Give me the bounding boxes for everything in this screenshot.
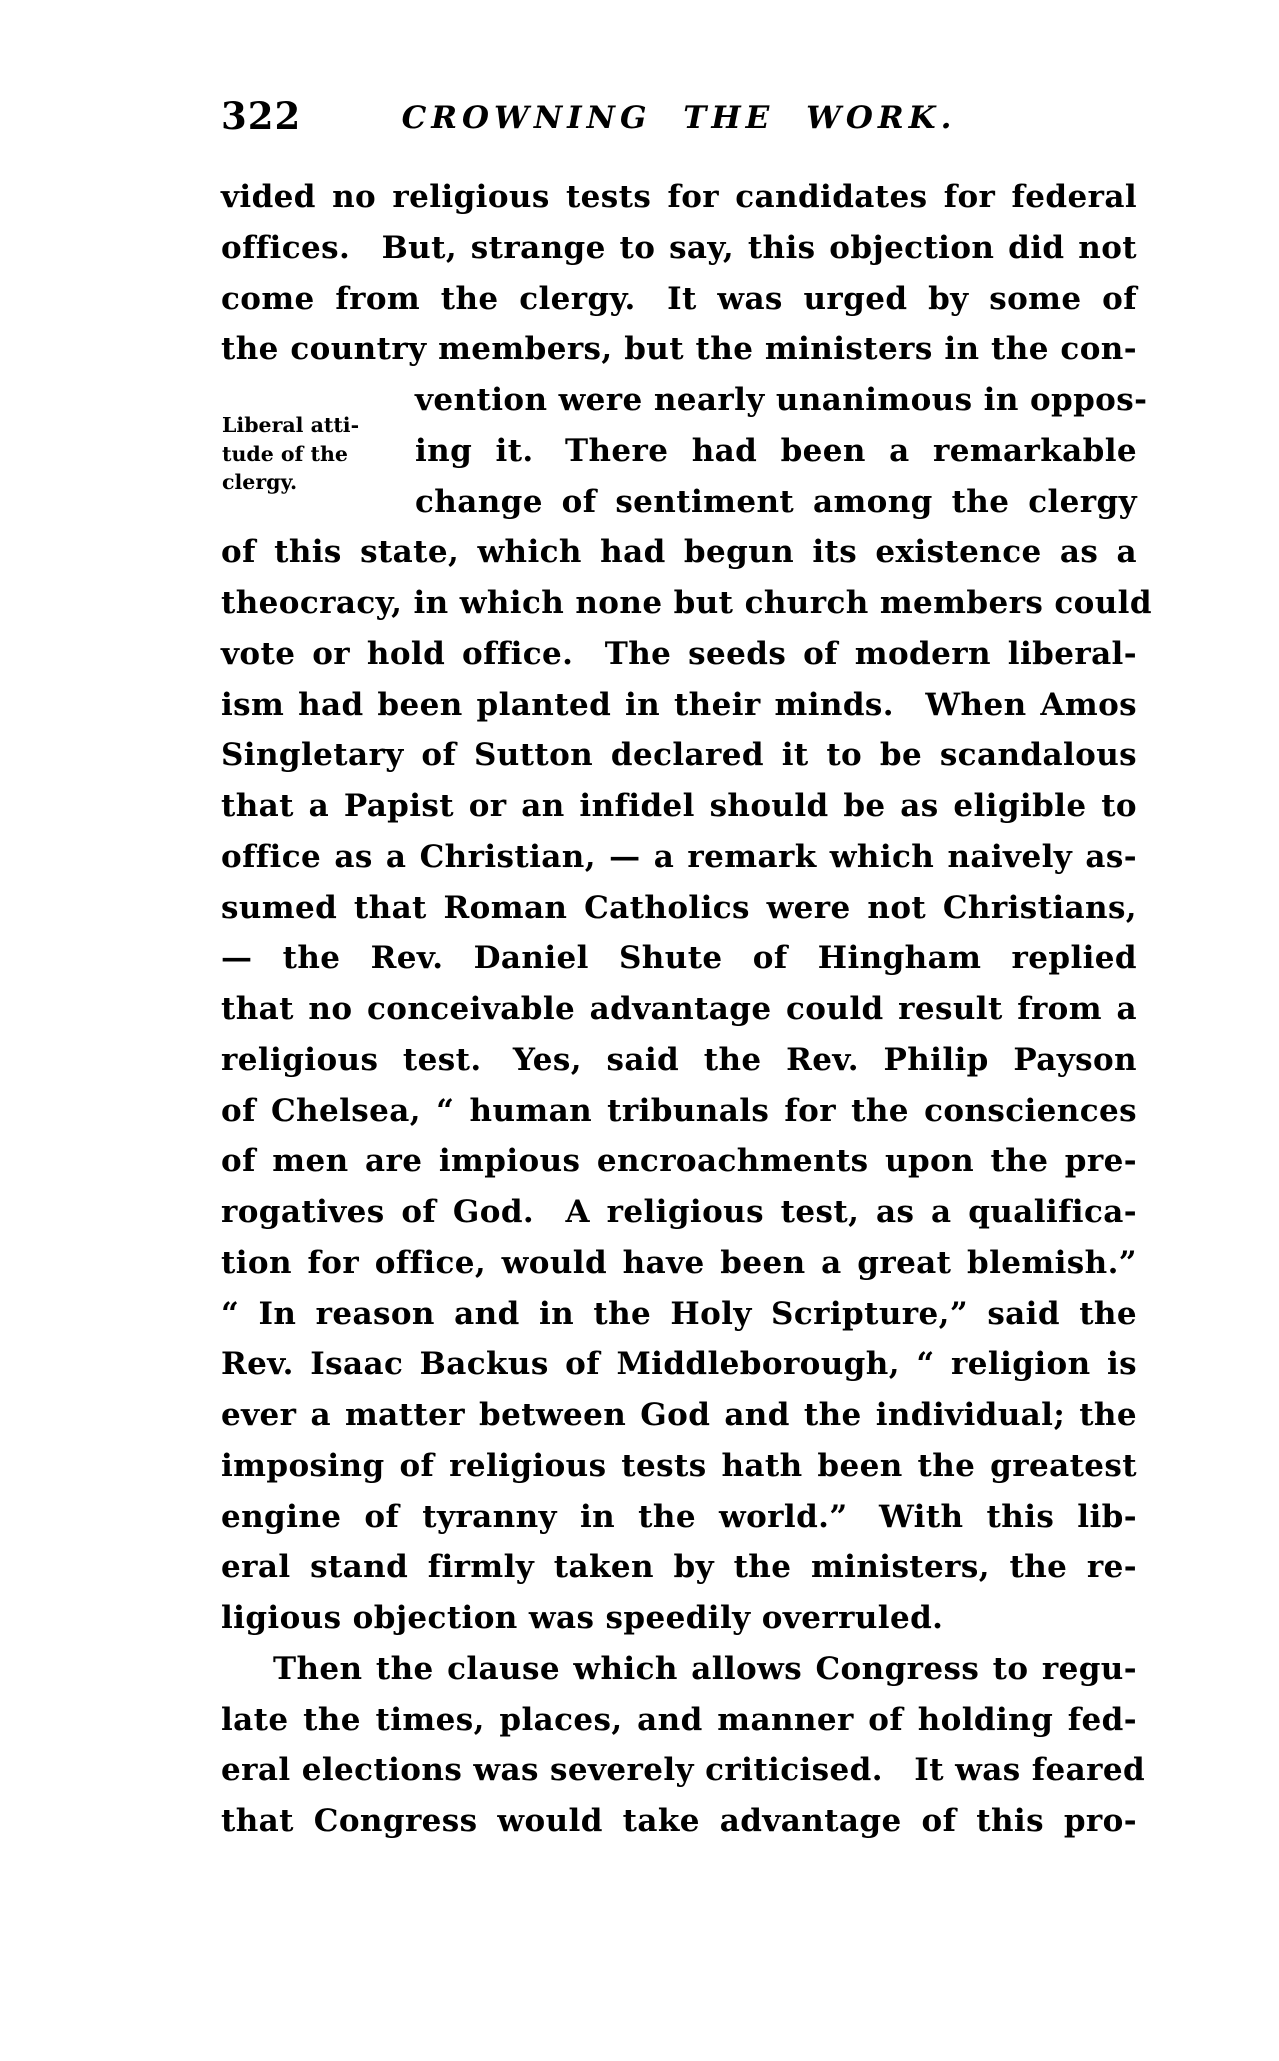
text-line: “ In reason and in the Holy Scripture,” said the xyxy=(221,1295,1137,1332)
text-line: eral stand firmly taken by the ministers, the re- xyxy=(221,1549,1137,1586)
text-line: that a Papist or an infidel should be as eligible to xyxy=(221,788,1137,824)
margin-note-line: clergy. xyxy=(222,470,298,494)
text-line: Rev. Isaac Backus of Middleborough, “ religion is xyxy=(221,1346,1137,1383)
text-line: of this state, which had begun its existence as a xyxy=(221,534,1137,571)
text-line: ing it. There had been a remarkable xyxy=(415,432,1137,469)
text-line: ever a matter between God and the individual; the xyxy=(221,1397,1137,1433)
text-line: sumed that Roman Catholics were not Christians, xyxy=(221,889,1137,926)
body-text xyxy=(221,172,1152,1847)
text-line: religious test. Yes, said the Rev. Philip Payson xyxy=(221,1041,1137,1078)
text-line: of Chelsea, “ human tribunals for the consciences xyxy=(221,1092,1137,1129)
text-line: late the times, places, and manner of holding fed- xyxy=(221,1701,1137,1738)
text-line: change of sentiment among the clergy xyxy=(415,483,1137,520)
running-head: CROWNING THE WORK. xyxy=(401,100,957,136)
text-line: theocracy, in which none but church members could xyxy=(221,585,1152,621)
page-header xyxy=(221,96,1137,140)
text-line: engine of tyranny in the world.” With this lib- xyxy=(221,1498,1137,1535)
text-line: tion for office, would have been a great blemish.” xyxy=(221,1244,1137,1281)
text-line: Then the clause which allows Congress to regu- xyxy=(273,1650,1137,1687)
text-line: that no conceivable advantage could result from a xyxy=(221,991,1137,1027)
text-line: vention were nearly unanimous in oppos- xyxy=(415,382,1148,418)
text-line: that Congress would take advantage of this pro- xyxy=(221,1803,1137,1839)
text-line: Singletary of Sutton declared it to be scandalous xyxy=(221,737,1137,774)
text-line: offices. But, strange to say, this objection did not xyxy=(221,229,1137,266)
text-line: come from the clergy. It was urged by some of xyxy=(221,280,1137,317)
text-line: — the Rev. Daniel Shute of Hingham replied xyxy=(221,940,1137,977)
margin-note-line: Liberal atti- xyxy=(222,413,360,437)
text-line: ligious objection was speedily overruled. xyxy=(221,1600,944,1636)
page-number: 322 xyxy=(221,94,302,138)
text-line: imposing of religious tests hath been the greatest xyxy=(221,1447,1137,1484)
text-line: rogatives of God. A religious test, as a qualifica- xyxy=(221,1194,1137,1230)
text-line: office as a Christian, — a remark which naively as- xyxy=(221,838,1137,875)
text-line: vote or hold office. The seeds of modern liberal- xyxy=(221,635,1137,672)
margin-note-line: tude of the xyxy=(222,441,348,466)
text-line: ism had been planted in their minds. When Amos xyxy=(221,686,1137,723)
text-line: vided no religious tests for candidates for federal xyxy=(221,179,1137,215)
text-line: eral elections was severely criticised. It was feared xyxy=(221,1752,1146,1789)
text-line: the country members, but the ministers in the con- xyxy=(221,331,1137,368)
text-line: of men are impious encroachments upon the pre- xyxy=(221,1143,1137,1180)
